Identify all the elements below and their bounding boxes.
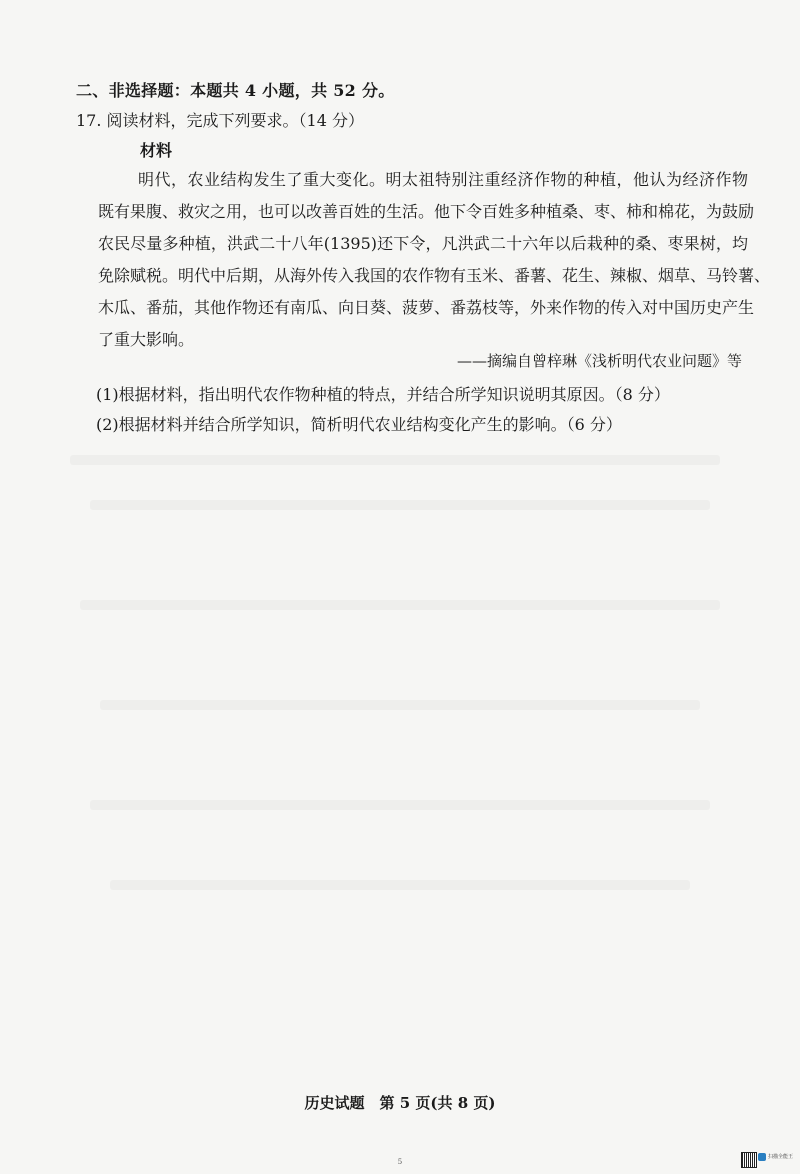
material-line: 了重大影响。 [98,330,195,349]
material-line: 明代，农业结构发生了重大变化。明太祖特别注重经济作物的种植，他认为经济作物 [138,170,748,189]
scan-artifact [100,700,700,710]
scan-artifact [110,880,690,890]
section-title: 二、非选择题：本题共 4 小题，共 52 分。 [76,81,395,100]
material-label: 材料 [140,141,173,160]
page-footer: 历史试题 第 5 页(共 8 页) [304,1094,496,1112]
material-passage [98,164,771,356]
qr-code-icon [741,1152,757,1168]
scan-artifact [80,600,720,610]
material-line: 免除赋税。明代中后期，从海外传入我国的农作物有玉米、番薯、花生、辣椒、烟草、马铃薯、 [98,266,771,285]
sub-question-1: (1)根据材料，指出明代农作物种植的特点，并结合所学知识说明其原因。（8 分） [96,385,670,404]
material-line: 既有果腹、救灾之用，也可以改善百姓的生活。他下令百姓多种植桑、枣、柿和棉花，为鼓励 [98,202,755,221]
scanner-label: 扫描全能王 [768,1154,794,1160]
scan-artifact [90,800,710,810]
material-line: 木瓜、番茄，其他作物还有南瓜、向日葵、菠萝、番荔枝等，外来作物的传入对中国历史产生 [98,298,755,317]
scan-artifact [70,455,720,465]
scan-page-number: 5 [397,1158,403,1166]
scan-artifact [90,500,710,510]
sub-question-2: (2)根据材料并结合所学知识，简析明代农业结构变化产生的影响。（6 分） [96,415,622,434]
question-stem: 17. 阅读材料，完成下列要求。（14 分） [76,111,364,130]
material-source: ——摘编自曾梓琳《浅析明代农业问题》等 [456,352,742,370]
scanner-logo-icon [758,1153,766,1161]
material-line: 农民尽量多种植，洪武二十八年(1395)还下令，凡洪武二十六年以后栽种的桑、枣果树，均 [98,234,748,253]
